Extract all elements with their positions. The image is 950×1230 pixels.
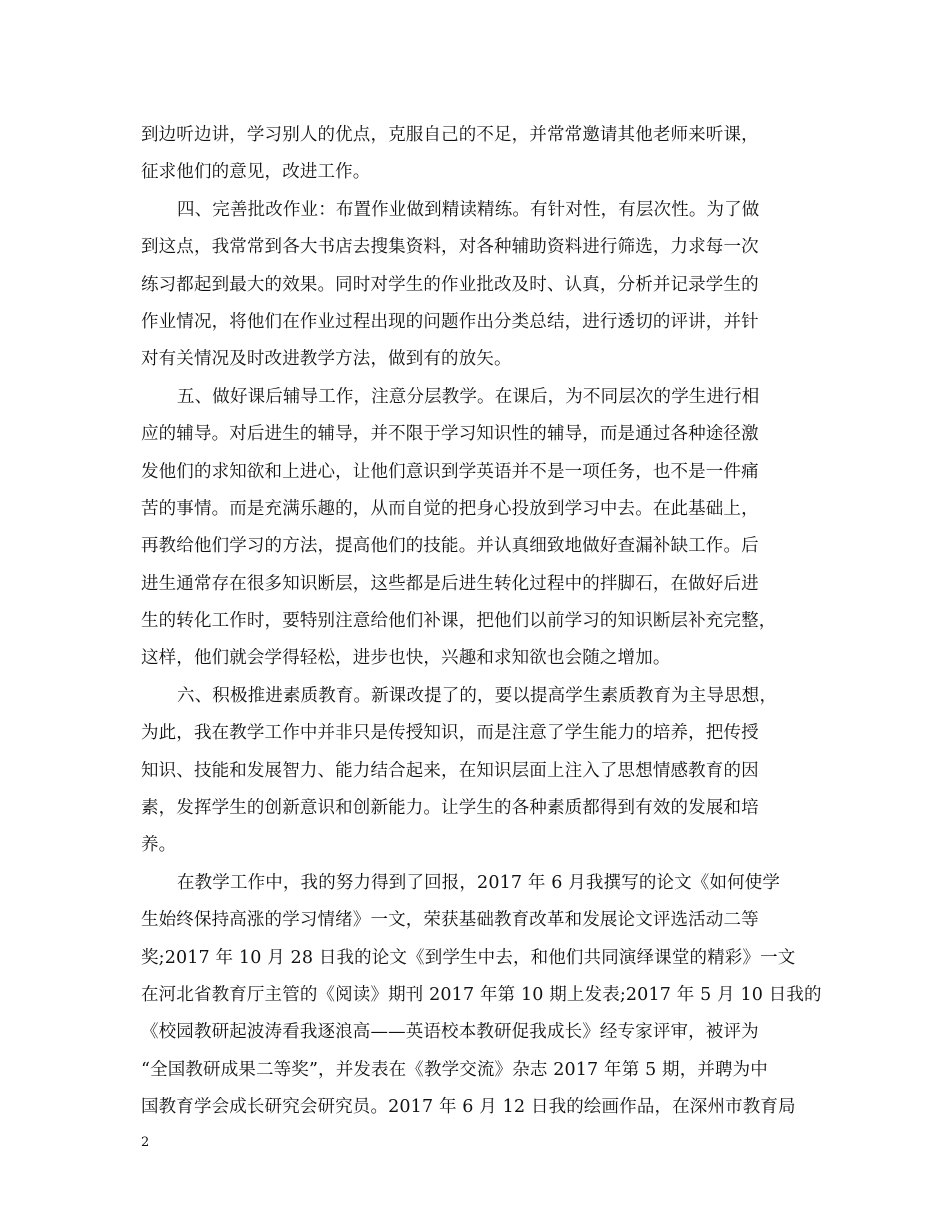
text-line: 到边听边讲，学习别人的优点，克服自己的不足，并常常邀请其他老师来听课， bbox=[141, 125, 759, 145]
text-line: 国教育学会成长研究会研究员。2017 年 6 月 12 日我的绘画作品，在深州市教育局 bbox=[141, 1097, 796, 1118]
text-line: 练习都起到最大的效果。同时对学生的作业批改及时、认真，分析并记录学生的 bbox=[141, 274, 759, 295]
paragraph-start-line: 四、完善批改作业：布置作业做到精读精练。有针对性，有层次性。为了做 bbox=[177, 199, 760, 220]
text-line: 养。 bbox=[141, 835, 177, 856]
text-line: 为此，我在教学工作中并非只是传授知识，而是注意了学生能力的培养，把传授 bbox=[141, 723, 759, 744]
text-line: 发他们的求知欲和上进心，让他们意识到学英语并不是一项任务，也不是一件痛 bbox=[141, 461, 759, 482]
text-line: 奖;2017 年 10 月 28 日我的论文《到学生中去，和他们共同演绎课堂的精彩》一文 bbox=[141, 947, 796, 968]
paragraph-start-line: 在教学工作中，我的努力得到了回报，2017 年 6 月我撰写的论文《如何使学 bbox=[177, 872, 781, 893]
paragraph-start-line: 五、做好课后辅导工作，注意分层教学。在课后，为不同层次的学生进行相 bbox=[177, 386, 760, 407]
text-line: 进生通常存在很多知识断层，这些都是后进生转化过程中的拌脚石，在做好后进 bbox=[141, 573, 759, 594]
text-line: 生始终保持高涨的学习情绪》一文，荣获基础教育改革和发展论文评选活动二等 bbox=[141, 910, 759, 931]
page-number: 2 bbox=[141, 1135, 150, 1150]
document-body bbox=[141, 117, 822, 1127]
text-line: 到这点，我常常到各大书店去搜集资料，对各种辅助资料进行筛选，力求每一次 bbox=[141, 237, 759, 258]
text-line: 对有关情况及时改进教学方法，做到有的放矢。 bbox=[141, 349, 512, 370]
text-line: 素，发挥学生的创新意识和创新能力。让学生的各种素质都得到有效的发展和培 bbox=[141, 798, 759, 819]
text-line: 征求他们的意见，改进工作。 bbox=[141, 162, 371, 183]
text-line: 知识、技能和发展智力、能力结合起来，在知识层面上注入了思想情感教育的因 bbox=[141, 760, 759, 781]
paragraph-start-line: 六、积极推进素质教育。新课改提了的，要以提高学生素质教育为主导思想， bbox=[177, 685, 778, 706]
text-line: 再教给他们学习的方法，提高他们的技能。并认真细致地做好查漏补缺工作。后 bbox=[141, 536, 759, 557]
text-line: 这样，他们就会学得轻松，进步也快，兴趣和求知欲也会随之增加。 bbox=[141, 648, 671, 669]
text-line: 作业情况，将他们在作业过程出现的问题作出分类总结，进行透切的评讲，并针 bbox=[141, 311, 759, 332]
text-line: 《校园教研起波涛看我逐浪高——英语校本教研促我成长》经专家评审，被评为 bbox=[141, 1022, 759, 1043]
text-line: 在河北省教育厅主管的《阅读》期刊 2017 年第 10 期上发表;2017 年 5 月 10 日我的 bbox=[141, 984, 822, 1005]
text-line: 应的辅导。对后进生的辅导，并不限于学习知识性的辅导，而是通过各种途径激 bbox=[141, 424, 759, 445]
text-line: “全国教研成果二等奖”，并发表在《教学交流》杂志 2017 年第 5 期，并聘为中 bbox=[141, 1059, 768, 1080]
text-line: 苦的事情。而是充满乐趣的，从而自觉的把身心投放到学习中去。在此基础上， bbox=[141, 498, 759, 519]
text-line: 生的转化工作时，要特别注意给他们补课，把他们以前学习的知识断层补充完整， bbox=[141, 611, 777, 632]
